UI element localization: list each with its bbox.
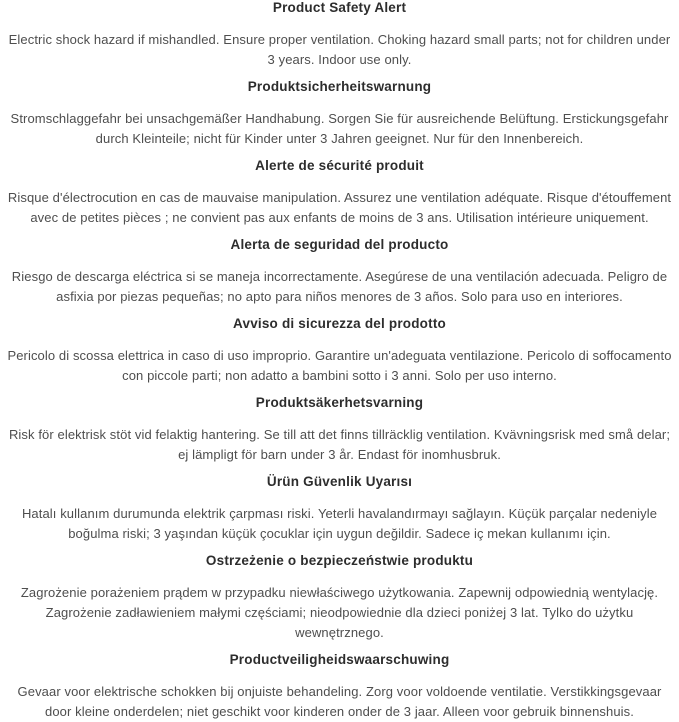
safety-section-italian [7,316,672,386]
safety-section-german [7,79,672,149]
safety-section-turkish [7,474,672,544]
safety-section-swedish [7,395,672,465]
safety-text-spanish: Riesgo de descarga eléctrica si se maneja incorrectamente. Asegúrese de una ventilación adecuada. Peligro de asfixia por piezas pequeñas; no apto para niños menores de 3 años. Solo para uso en interiores. [11,269,668,304]
safety-section-english [7,0,672,70]
safety-text-french: Risque d'électrocution en cas de mauvaise manipulation. Assurez une ventilation adéquate. Risque d'étouffement avec de petites pièces ; ne convient pas aux enfants de moins de 3 ans. Utilisation intérieure uniquement. [7,190,672,225]
safety-heading-french: Alerte de sécurité produit [255,158,424,173]
safety-text-german: Stromschlaggefahr bei unsachgemäßer Handhabung. Sorgen Sie für ausreichende Belüftung. Erstickungsgefahr durch Kleinteile; nicht für Kinder unter 3 Jahren geeignet. Nur für den Innenbereich. [10,111,669,146]
safety-heading-turkish: Ürün Güvenlik Uyarısı [266,474,413,489]
safety-text-polish: Zagrożenie porażeniem prądem w przypadku niewłaściwego użytkowania. Zapewnij odpowiednią wentylację. Zagrożenie zadławieniem małymi częściami; nieodpowiednie dla dzieci poniżej 3 lat. Tylko do użytku wewnętrznego. [20,585,659,640]
safety-text-dutch: Gevaar voor elektrische schokken bij onjuiste behandeling. Zorg voor voldoende ventilatie. Verstikkingsgevaar door kleine onderdelen; niet geschikt voor kinderen onder de 3 jaar. Alleen voor gebruik binnenshuis. [17,684,662,719]
safety-heading-spanish: Alerta de seguridad del producto [230,237,449,252]
safety-section-spanish [7,237,672,307]
safety-heading-german: Produktsicherheitswarnung [247,79,432,94]
safety-section-french [7,158,672,228]
safety-section-dutch [7,652,672,722]
safety-heading-dutch: Productveiligheidswaarschuwing [229,652,450,667]
safety-heading-italian: Avviso di sicurezza del prodotto [233,316,446,331]
safety-heading-polish: Ostrzeżenie o bezpieczeństwie produktu [205,553,474,568]
safety-text-english: Electric shock hazard if mishandled. Ensure proper ventilation. Choking hazard small parts; not for children under 3 years. Indoor use only. [8,32,671,67]
safety-text-swedish: Risk för elektrisk stöt vid felaktig hantering. Se till att det finns tillräcklig ventilation. Kvävningsrisk med små delar; ej lämpligt för barn under 3 år. Endast för inomhusbruk. [8,427,671,462]
safety-heading-english: Product Safety Alert [272,0,407,15]
safety-heading-swedish: Produktsäkerhetsvarning [255,395,424,410]
safety-text-italian: Pericolo di scossa elettrica in caso di uso improprio. Garantire un'adeguata ventilazione. Pericolo di soffocamento con piccole parti; non adatto a bambini sotto i 3 anni. Solo per uso interno. [7,348,672,383]
safety-text-turkish: Hatalı kullanım durumunda elektrik çarpması riski. Yeterli havalandırmayı sağlayın. Küçük parçalar nedeniyle boğulma riski; 3 yaşından küçük çocuklar için uygun değildir. Sadece iç mekan kullanımı için. [21,506,658,541]
safety-section-polish [7,553,672,643]
